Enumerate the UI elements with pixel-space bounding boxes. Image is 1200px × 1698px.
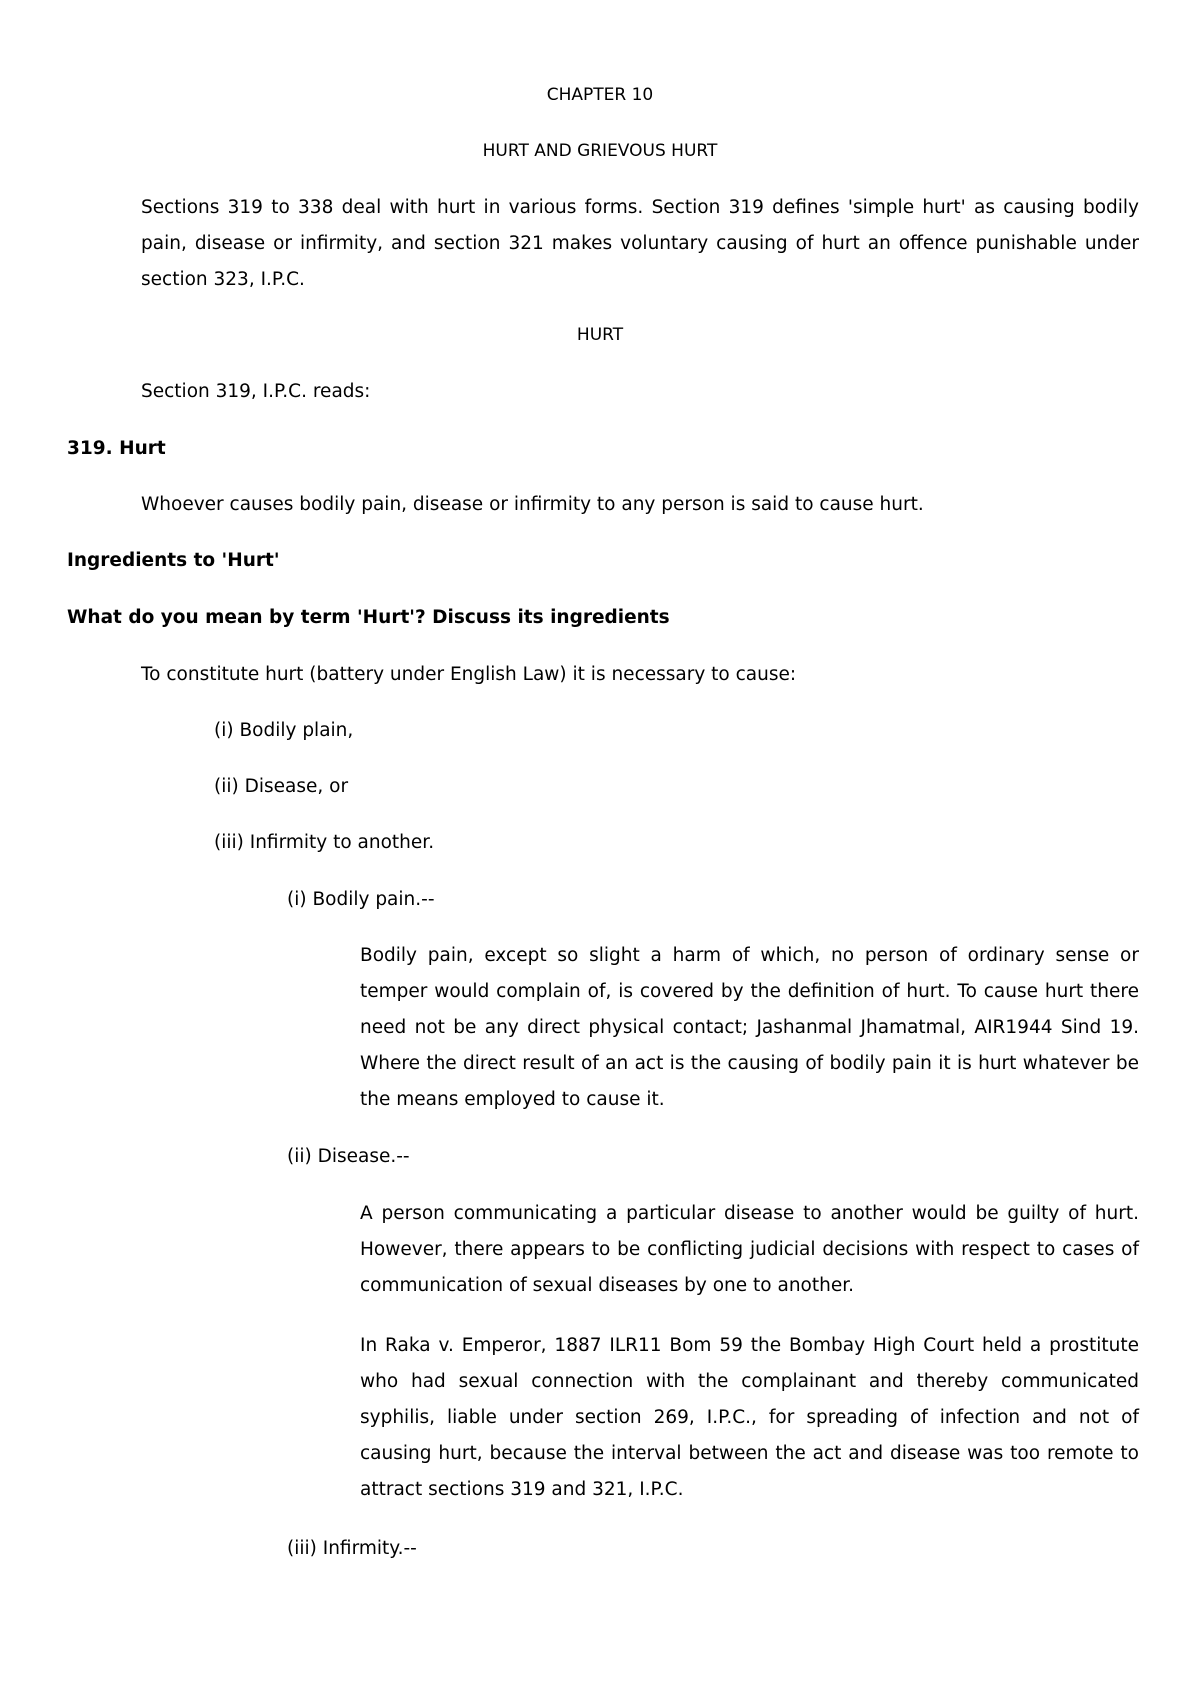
sub2-paragraph: A person communicating a particular disease to another would be guilty of hurt. However, there appears to be conflicting judicial decisions with respect to cases of communication of sexual diseases by one to another. (360, 1203, 1139, 1296)
chapter-title: HURT AND GRIEVOUS HURT (482, 141, 718, 161)
sub1-paragraph: Bodily pain, except so slight a harm of which, no person of ordinary sense or temper would complain of, is covered by the definition of hurt. To cause hurt there need not be any direct physical contact; Jashanmal Jhamatmal, AIR1944 Sind 19. Where the direct result of an act is the causing of bodily pain it is hurt whatever be the means employed to cause it. (360, 945, 1139, 1110)
s319-heading: 319. Hurt (67, 438, 166, 459)
constitute-line: To constitute hurt (battery under English Law) it is necessary to cause: (141, 664, 797, 685)
intro-paragraph: Sections 319 to 338 deal with hurt in various forms. Section 319 defines 'simple hurt' as causing bodily pain, disease or infirmity, and section 321 makes voluntary causing of hurt an offence punishable under section 323, I.P.C. (141, 197, 1139, 290)
sub3-heading: (iii) Infirmity.-- (287, 1538, 417, 1559)
reads-line: Section 319, I.P.C. reads: (141, 381, 371, 402)
sub2-heading: (ii) Disease.-- (287, 1146, 410, 1167)
list-item: (i) Bodily plain, (214, 720, 354, 741)
chapter-number: CHAPTER 10 (546, 85, 654, 105)
ingredients-heading: Ingredients to 'Hurt' (67, 550, 280, 571)
list-item: (iii) Infirmity to another. (214, 832, 435, 853)
section-heading: HURT (576, 325, 624, 345)
s319-text: Whoever causes bodily pain, disease or infirmity to any person is said to cause hurt. (141, 494, 924, 515)
question-heading: What do you mean by term 'Hurt'? Discuss its ingredients (67, 607, 670, 628)
sub1-heading: (i) Bodily pain.-- (287, 889, 435, 910)
sub2-case-paragraph: In Raka v. Emperor, 1887 ILR11 Bom 59 the Bombay High Court held a prostitute who had sexual connection with the complainant and thereby communicated syphilis, liable under section 269, I.P.C., for spreading of infection and not of causing hurt, because the interval between the act and disease was too remote to attract sections 319 and 321, I.P.C. (360, 1335, 1139, 1500)
list-item: (ii) Disease, or (214, 776, 349, 797)
